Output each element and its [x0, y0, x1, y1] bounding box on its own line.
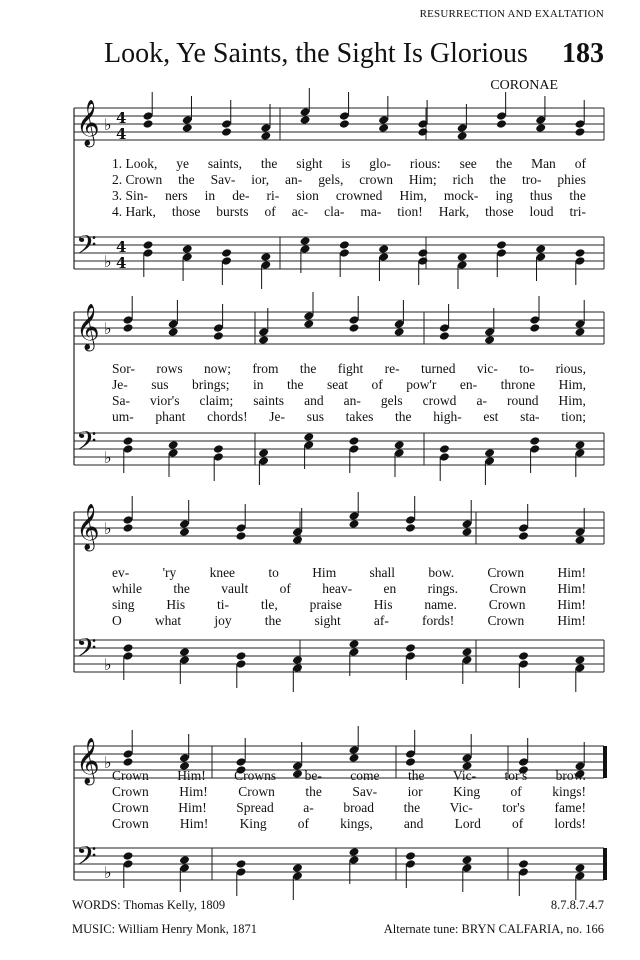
- note-head: [457, 252, 468, 262]
- note-head: [123, 643, 134, 653]
- lyric-syllable: kings!: [552, 784, 586, 799]
- lyric-syllable: sion: [296, 188, 319, 203]
- note-head: [439, 444, 450, 454]
- lyric-syllable: saints: [253, 393, 285, 408]
- lyric-syllable: the: [495, 156, 513, 171]
- words-credit: WORDS: Thomas Kelly, 1809: [72, 898, 226, 912]
- lyric-syllable: tion!: [397, 204, 423, 219]
- lyric-syllable: Him,: [558, 393, 586, 408]
- note-head: [575, 248, 586, 258]
- lyric-syllable: throne: [500, 377, 536, 392]
- lyric-syllable: Je-: [269, 409, 286, 424]
- lyric-syllable: de-: [232, 188, 250, 203]
- lyric-syllable: Je-: [112, 377, 128, 392]
- lyric-syllable: Crown: [489, 581, 527, 596]
- lyric-syllable: tion;: [561, 409, 586, 424]
- lyric-syllable: ye: [176, 156, 189, 171]
- note-head: [535, 123, 546, 133]
- lyric-syllable: rows: [156, 361, 183, 376]
- note-head: [221, 127, 232, 137]
- lyric-syllable: praise: [309, 597, 342, 612]
- lyric-syllable: in: [204, 188, 216, 203]
- lyric-syllable: of: [510, 784, 522, 799]
- lyric-syllable: gels,: [318, 172, 344, 187]
- note-head: [575, 535, 586, 545]
- lyric-syllable: ac-: [291, 204, 309, 219]
- lyric-line: [112, 409, 586, 424]
- note-head: [258, 335, 269, 345]
- lyric-syllable: the: [260, 156, 278, 171]
- note-head: [349, 753, 360, 763]
- lyric-line: [112, 565, 586, 580]
- lyric-syllable: the: [286, 377, 304, 392]
- lyric-syllable: sight: [296, 156, 323, 171]
- lyric-syllable: Crown: [112, 800, 149, 815]
- lyric-syllable: crowd: [422, 393, 457, 408]
- treble-clef-icon: 𝄞: [76, 738, 100, 784]
- lyric-syllable: those: [171, 204, 201, 219]
- note-head: [529, 323, 540, 333]
- lyric-syllable: af-: [373, 613, 389, 628]
- lyric-syllable: ior: [407, 784, 423, 799]
- lyric-syllable: ing: [495, 188, 513, 203]
- note-head: [303, 432, 314, 442]
- lyric-syllable: sus: [306, 409, 324, 424]
- flat-icon: ♭: [104, 252, 112, 271]
- note-head: [213, 331, 224, 341]
- note-head: [123, 323, 134, 333]
- note-head: [260, 131, 271, 141]
- lyric-syllable: sight: [314, 613, 341, 628]
- note-head: [300, 236, 311, 246]
- lyric-syllable: takes: [345, 409, 374, 424]
- note-head: [182, 244, 193, 254]
- lyric-syllable: the: [569, 188, 586, 203]
- lyric-line: [112, 800, 586, 815]
- lyric-line: [112, 816, 586, 831]
- lyric-syllable: kings,: [340, 816, 373, 831]
- note-head: [462, 647, 473, 657]
- final-barline: [603, 848, 607, 880]
- lyric-syllable: from: [252, 361, 279, 376]
- flat-icon: ♭: [104, 319, 112, 338]
- note-head: [575, 327, 586, 337]
- alternate-tune: Alternate tune: BRYN CALFARIA, no. 166: [383, 922, 604, 936]
- lyric-syllable: of: [297, 816, 309, 831]
- note-head: [236, 859, 247, 869]
- lyric-syllable: see: [459, 156, 477, 171]
- note-head: [496, 119, 507, 129]
- note-head: [484, 448, 495, 458]
- lyric-syllable: an-: [343, 393, 361, 408]
- lyric-syllable: sus: [151, 377, 169, 392]
- note-head: [575, 863, 586, 873]
- flat-icon: ♭: [104, 519, 112, 538]
- note-head: [496, 240, 507, 250]
- note-head: [378, 123, 389, 133]
- note-head: [529, 436, 540, 446]
- note-head: [518, 531, 529, 541]
- lyric-syllable: claim;: [199, 393, 234, 408]
- note-head: [236, 531, 247, 541]
- bass-clef-icon: 𝄢: [76, 840, 97, 878]
- lyric-syllable: to: [268, 565, 279, 580]
- note-head: [405, 757, 416, 767]
- lyric-syllable: be-: [304, 768, 322, 783]
- lyric-syllable: brow.: [555, 768, 586, 783]
- lyric-syllable: 4. Hark,: [112, 204, 156, 219]
- note-head: [417, 127, 428, 137]
- lyric-syllable: crown: [359, 172, 393, 187]
- note-head: [575, 127, 586, 137]
- note-head: [179, 647, 190, 657]
- lyric-syllable: rich: [452, 172, 474, 187]
- treble-clef-icon: 𝄞: [76, 100, 100, 146]
- lyric-syllable: rings.: [427, 581, 459, 596]
- lyric-syllable: and: [304, 393, 324, 408]
- lyric-syllable: lords!: [554, 816, 586, 831]
- lyric-syllable: the: [407, 768, 425, 783]
- note-head: [457, 131, 468, 141]
- lyric-syllable: mock-: [443, 188, 479, 203]
- lyric-syllable: 2. Crown: [112, 172, 163, 187]
- lyric-syllable: Crown: [488, 597, 526, 612]
- lyric-syllable: of: [264, 204, 276, 219]
- lyric-syllable: Sav-: [352, 784, 378, 799]
- lyric-syllable: come: [350, 768, 380, 783]
- lyric-syllable: now;: [203, 361, 231, 376]
- note-head: [462, 855, 473, 865]
- lyric-syllable: ior,: [251, 172, 270, 187]
- lyric-syllable: the: [395, 409, 412, 424]
- note-head: [292, 863, 303, 873]
- note-head: [168, 440, 179, 450]
- hymn-title: Look, Ye Saints, the Sight Is Glorious: [104, 38, 528, 69]
- lyric-syllable: fords!: [422, 613, 455, 628]
- lyric-syllable: cla-: [324, 204, 345, 219]
- time-signature-top: 4: [116, 109, 127, 127]
- lyric-syllable: fame!: [554, 800, 586, 815]
- lyric-syllable: what: [154, 613, 182, 628]
- lyric-syllable: Crown: [112, 816, 149, 831]
- lyric-syllable: thus: [529, 188, 553, 203]
- lyric-syllable: the: [489, 172, 507, 187]
- note-head: [292, 535, 303, 545]
- lyric-line: [112, 597, 586, 612]
- note-head: [339, 240, 350, 250]
- lyric-syllable: phies: [557, 172, 586, 187]
- lyric-syllable: ners: [165, 188, 188, 203]
- lyric-syllable: Him,: [399, 188, 427, 203]
- lyric-syllable: Crowns: [234, 768, 277, 783]
- note-head: [213, 444, 224, 454]
- lyric-line: [112, 204, 586, 219]
- lyric-syllable: heav-: [322, 581, 353, 596]
- bass-clef-icon: 𝄢: [76, 229, 97, 267]
- lyric-line: [112, 361, 586, 376]
- lyric-syllable: of: [279, 581, 291, 596]
- lyric-syllable: ev-: [112, 565, 130, 580]
- note-head: [349, 639, 360, 649]
- meter: 8.7.8.7.4.7: [550, 898, 604, 912]
- lyric-syllable: en-: [459, 377, 478, 392]
- flat-icon: ♭: [104, 115, 112, 134]
- lyric-syllable: the: [403, 800, 421, 815]
- note-head: [518, 651, 529, 661]
- lyric-line: [112, 581, 586, 596]
- note-head: [260, 252, 271, 262]
- lyric-syllable: loud: [529, 204, 554, 219]
- note-head: [179, 855, 190, 865]
- lyric-syllable: a-: [303, 800, 314, 815]
- lyric-syllable: brings;: [191, 377, 230, 392]
- note-head: [405, 643, 416, 653]
- note-head: [236, 651, 247, 661]
- lyric-syllable: Him!: [177, 768, 206, 783]
- lyric-syllable: vic-: [476, 361, 498, 376]
- flat-icon: ♭: [104, 753, 112, 772]
- note-head: [143, 240, 154, 250]
- lyric-syllable: Hark,: [438, 204, 470, 219]
- lyric-line: [112, 377, 586, 392]
- lyric-syllable: bow.: [428, 565, 455, 580]
- lyric-syllable: fight: [337, 361, 364, 376]
- lyric-syllable: ti-: [217, 597, 229, 612]
- lyric-syllable: ma-: [360, 204, 382, 219]
- lyric-syllable: round: [506, 393, 539, 408]
- lyric-syllable: Sav-: [210, 172, 236, 187]
- lyric-syllable: His: [373, 597, 393, 612]
- lyric-syllable: the: [305, 784, 322, 799]
- note-head: [258, 448, 269, 458]
- treble-clef-icon: 𝄞: [76, 304, 100, 350]
- lyric-syllable: His: [166, 597, 186, 612]
- lyric-syllable: the: [173, 581, 190, 596]
- treble-clef-icon: 𝄞: [76, 504, 100, 550]
- lyric-syllable: crowned: [335, 188, 383, 203]
- note-head: [143, 119, 154, 129]
- lyric-line: [112, 156, 586, 171]
- lyric-syllable: of: [511, 816, 524, 831]
- lyric-syllable: sta-: [520, 409, 540, 424]
- time-signature-top: 4: [116, 238, 127, 256]
- lyric-syllable: Lord: [454, 816, 481, 831]
- lyric-syllable: turned: [420, 361, 456, 376]
- lyric-syllable: the: [178, 172, 195, 187]
- time-signature-bottom: 4: [116, 125, 127, 143]
- note-head: [575, 655, 586, 665]
- note-head: [462, 527, 473, 537]
- note-head: [182, 123, 193, 133]
- note-head: [349, 323, 360, 333]
- lyric-syllable: re-: [384, 361, 400, 376]
- lyric-syllable: Crown: [112, 768, 149, 783]
- lyric-syllable: Him;: [408, 172, 437, 187]
- lyric-syllable: est: [483, 409, 499, 424]
- note-head: [123, 757, 134, 767]
- lyric-syllable: 'ry: [162, 565, 177, 580]
- lyric-syllable: while: [112, 581, 142, 596]
- lyric-line: [112, 613, 586, 628]
- note-head: [394, 327, 405, 337]
- final-barline: [603, 746, 607, 778]
- lyric-syllable: sing: [112, 597, 135, 612]
- lyric-syllable: to-: [519, 361, 535, 376]
- bass-clef-icon: 𝄢: [76, 632, 97, 670]
- note-head: [575, 440, 586, 450]
- note-head: [518, 859, 529, 869]
- lyric-line: [112, 172, 586, 187]
- note-head: [378, 244, 389, 254]
- note-head: [292, 655, 303, 665]
- note-head: [300, 115, 311, 125]
- lyric-syllable: Him!: [557, 565, 586, 580]
- note-head: [339, 119, 350, 129]
- lyric-syllable: broad: [343, 800, 375, 815]
- lyric-syllable: Him: [312, 565, 337, 580]
- lyric-syllable: chords!: [207, 409, 248, 424]
- lyric-syllable: Man: [531, 156, 556, 171]
- lyric-syllable: gels: [380, 393, 403, 408]
- lyric-syllable: Him!: [179, 816, 209, 831]
- lyric-syllable: Him!: [179, 784, 208, 799]
- lyric-syllable: bursts: [216, 204, 249, 219]
- lyric-syllable: high-: [433, 409, 462, 424]
- note-head: [535, 244, 546, 254]
- tune-name: CORONAE: [490, 78, 558, 93]
- lyric-syllable: glo-: [369, 156, 392, 171]
- note-head: [168, 327, 179, 337]
- bass-clef-icon: 𝄢: [76, 425, 97, 463]
- lyric-syllable: tor's: [504, 768, 528, 783]
- lyric-syllable: Crown: [112, 784, 149, 799]
- lyric-syllable: Him!: [178, 800, 207, 815]
- note-head: [405, 851, 416, 861]
- time-signature-bottom: 4: [116, 254, 127, 272]
- lyric-syllable: 3. Sin-: [112, 188, 149, 203]
- lyric-syllable: tri-: [569, 204, 586, 219]
- lyric-syllable: shall: [369, 565, 396, 580]
- lyric-syllable: those: [485, 204, 514, 219]
- lyric-syllable: rious:: [409, 156, 441, 171]
- note-head: [123, 436, 134, 446]
- lyric-syllable: phant: [155, 409, 186, 424]
- lyric-syllable: 1. Look,: [112, 156, 158, 171]
- lyric-syllable: tro-: [521, 172, 542, 187]
- lyric-syllable: Vic-: [449, 800, 473, 815]
- lyric-syllable: rious,: [555, 361, 586, 376]
- note-head: [221, 248, 232, 258]
- lyric-syllable: King: [453, 784, 481, 799]
- lyric-syllable: um-: [112, 409, 134, 424]
- lyric-syllable: en: [383, 581, 397, 596]
- lyric-syllable: Him!: [557, 581, 586, 596]
- note-head: [303, 319, 314, 329]
- lyric-syllable: saints,: [207, 156, 243, 171]
- note-head: [484, 335, 495, 345]
- lyric-syllable: of: [371, 377, 383, 392]
- note-head: [349, 847, 360, 857]
- lyric-syllable: ri-: [266, 188, 280, 203]
- flat-icon: ♭: [104, 448, 112, 467]
- lyric-syllable: Him,: [558, 377, 586, 392]
- lyric-syllable: name.: [424, 597, 457, 612]
- note-head: [439, 331, 450, 341]
- lyric-syllable: Crown: [487, 613, 525, 628]
- lyric-syllable: Vic-: [452, 768, 477, 783]
- flat-icon: ♭: [104, 863, 112, 882]
- lyric-syllable: seat: [326, 377, 348, 392]
- note-head: [123, 851, 134, 861]
- lyric-line: [112, 784, 586, 799]
- lyric-syllable: Crown: [238, 784, 275, 799]
- lyric-syllable: the: [264, 613, 282, 628]
- note-head: [394, 440, 405, 450]
- note-head: [349, 519, 360, 529]
- lyric-syllable: an-: [285, 172, 303, 187]
- lyric-line: [112, 393, 586, 408]
- note-head: [349, 436, 360, 446]
- flat-icon: ♭: [104, 655, 112, 674]
- lyric-syllable: in: [252, 377, 264, 392]
- music-credit: MUSIC: William Henry Monk, 1871: [72, 922, 258, 936]
- lyric-syllable: joy: [214, 613, 232, 628]
- lyric-syllable: King: [239, 816, 267, 831]
- note-head: [417, 248, 428, 258]
- note-head: [179, 527, 190, 537]
- lyric-syllable: O: [112, 613, 122, 628]
- category-heading: RESURRECTION AND EXALTATION: [419, 8, 604, 20]
- lyric-syllable: the: [299, 361, 317, 376]
- lyric-line: [112, 768, 586, 783]
- lyric-syllable: Him!: [557, 597, 586, 612]
- lyric-syllable: tle,: [260, 597, 278, 612]
- lyric-syllable: pow'r: [406, 377, 437, 392]
- lyric-syllable: vior's: [150, 393, 180, 408]
- lyric-syllable: vault: [221, 581, 249, 596]
- lyric-syllable: and: [403, 816, 424, 831]
- note-head: [405, 523, 416, 533]
- lyric-syllable: Sor-: [112, 361, 135, 376]
- lyric-syllable: knee: [209, 565, 236, 580]
- lyric-syllable: Sa-: [112, 393, 130, 408]
- hymn-number: 183: [562, 38, 604, 69]
- lyric-syllable: is: [341, 156, 351, 171]
- lyric-syllable: of: [574, 156, 586, 171]
- lyric-line: [112, 188, 586, 203]
- lyric-syllable: tor's: [502, 800, 525, 815]
- lyric-syllable: Him!: [557, 613, 586, 628]
- lyric-syllable: Crown: [487, 565, 525, 580]
- lyric-syllable: a-: [476, 393, 487, 408]
- lyric-syllable: Spread: [236, 800, 274, 815]
- note-head: [123, 523, 134, 533]
